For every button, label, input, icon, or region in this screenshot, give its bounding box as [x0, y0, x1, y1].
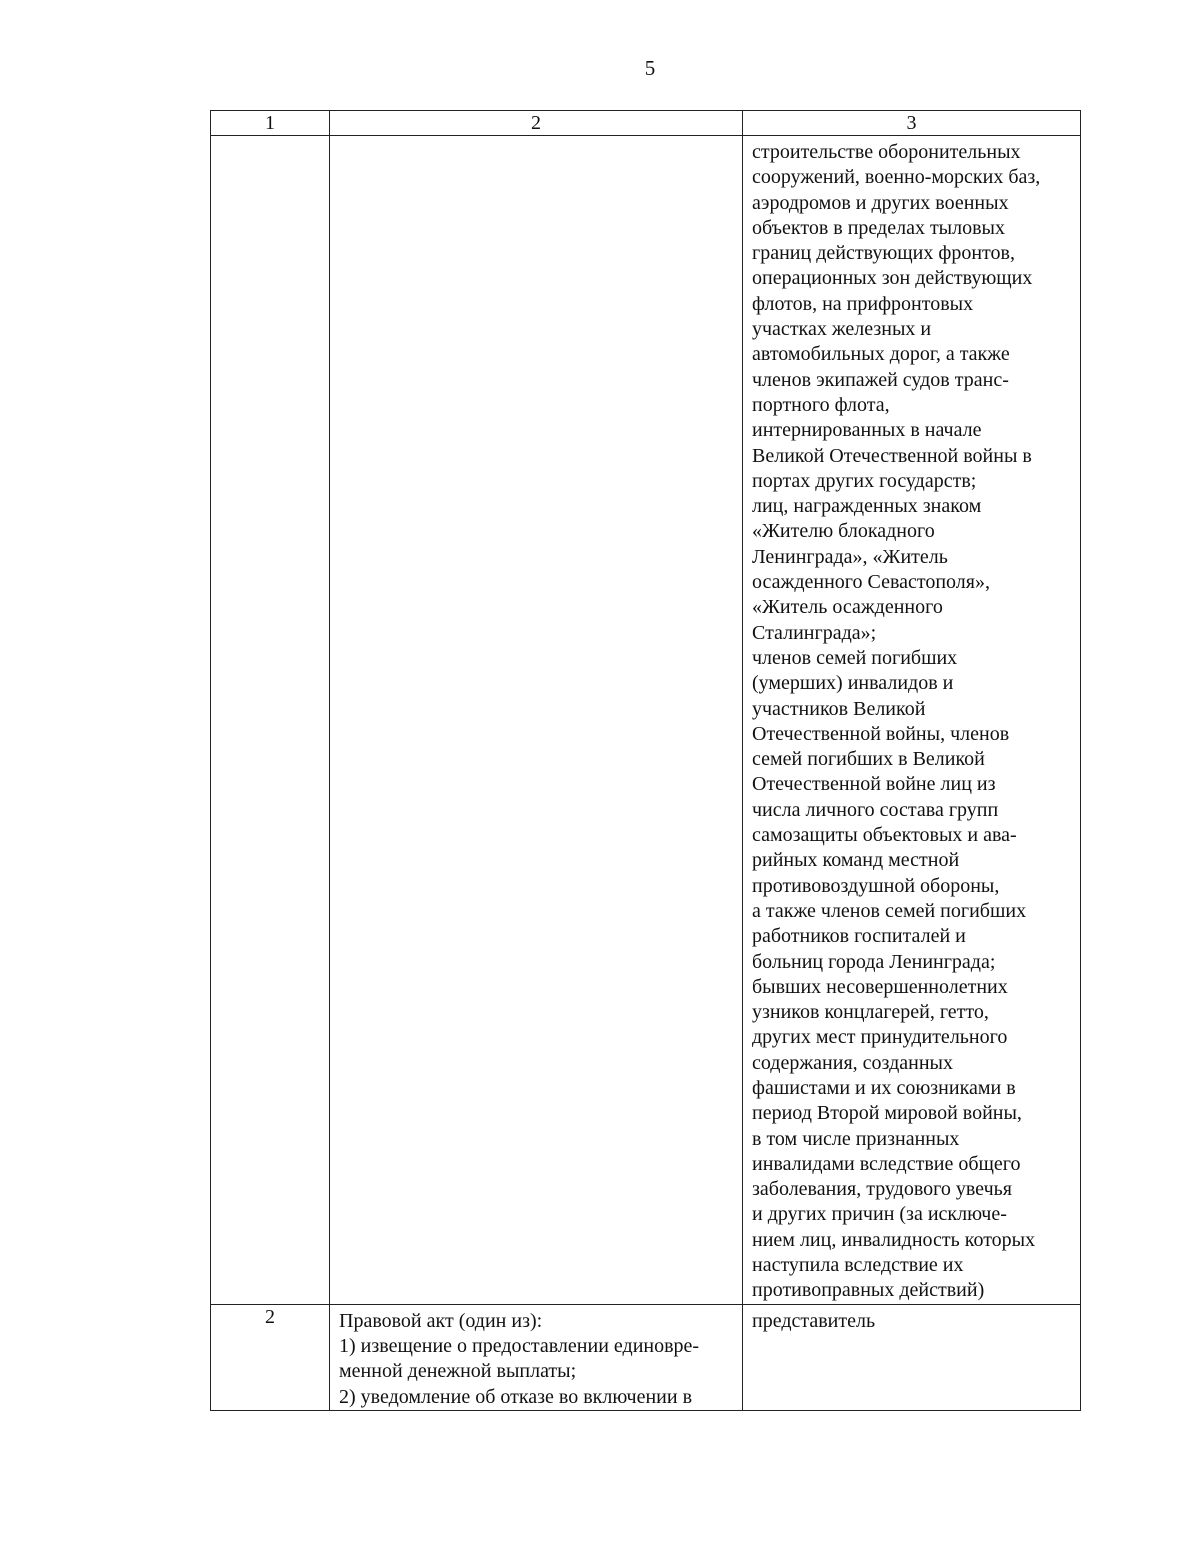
- text-line: узников концлагерей, гетто,: [752, 1001, 989, 1024]
- text-line: инвалидами вследствие общего: [752, 1152, 1021, 1175]
- text-line: больниц города Ленинграда;: [752, 950, 996, 973]
- text-line: нием лиц, инвалидность которых: [752, 1228, 1036, 1251]
- row2-col3-cell: [743, 1304, 1081, 1410]
- table-header-row: [211, 111, 1081, 136]
- document-table: [210, 110, 1081, 1411]
- row2-col2-cell: [330, 1304, 743, 1410]
- text-line: числа личного состава групп: [752, 798, 999, 821]
- table-row: [211, 1304, 1081, 1410]
- header-col-3: 3: [743, 111, 1081, 136]
- text-line: объектов в пределах тыловых: [752, 216, 1005, 239]
- text-line: портах других государств;: [752, 469, 977, 492]
- text-line: противоправных действий): [752, 1279, 985, 1302]
- text-line: а также членов семей погибших: [752, 899, 1027, 922]
- text-line: осажденного Севастополя»,: [752, 571, 990, 594]
- header-col-1: 1: [211, 111, 330, 136]
- table-row: [211, 136, 1081, 1305]
- text-line: противовоздушной обороны,: [752, 874, 1000, 897]
- text-line: в том числе признанных: [752, 1127, 960, 1150]
- text-line: аэродромов и других военных: [752, 191, 1009, 214]
- row1-col2-cell: [330, 136, 743, 1305]
- text-line: 2) уведомление об отказе во включении в: [339, 1385, 693, 1408]
- row1-col1-cell: [211, 136, 330, 1305]
- text-line: самозащиты объектовых и ава-: [752, 824, 1017, 847]
- text-line: членов семей погибших: [752, 646, 958, 669]
- header-col-2: 2: [330, 111, 743, 136]
- row2-number-cell: 2: [211, 1304, 330, 1410]
- row1-col3-cell: [743, 136, 1081, 1305]
- text-line: интернированных в начале: [752, 419, 982, 442]
- text-line: флотов, на прифронтовых: [752, 292, 974, 315]
- row2-col3-text: [743, 1305, 1080, 1334]
- text-line: представитель: [752, 1309, 876, 1332]
- text-line: (умерших) инвалидов и: [752, 672, 954, 695]
- text-line: участках железных и: [752, 318, 932, 341]
- text-line: участников Великой: [752, 697, 926, 720]
- text-line: портного флота,: [752, 393, 890, 416]
- text-line: менной денежной выплаты;: [339, 1360, 577, 1383]
- text-line: заболевания, трудового увечья: [752, 1178, 1012, 1201]
- text-line: сооружений, военно-морских баз,: [752, 166, 1041, 189]
- text-line: Отечественной войны, членов: [752, 722, 1010, 745]
- text-line: членов экипажей судов транс-: [752, 368, 1009, 391]
- text-line: Отечественной войне лиц из: [752, 773, 996, 796]
- text-line: работников госпиталей и: [752, 925, 966, 948]
- text-line: и других причин (за исключе-: [752, 1203, 1007, 1226]
- row1-col3-text: [743, 136, 1080, 1304]
- text-line: семей погибших в Великой: [752, 748, 985, 771]
- text-line: строительстве оборонительных: [752, 141, 1021, 163]
- text-line: 1) извещение о предоставлении единовре-: [339, 1334, 700, 1357]
- text-line: операционных зон действующих: [752, 267, 1033, 290]
- text-line: «Жителю блокадного: [752, 520, 935, 543]
- text-line: лиц, награжденных знаком: [752, 495, 982, 518]
- text-line: Правовой акт (один из):: [339, 1309, 543, 1332]
- text-line: Сталинграда»;: [752, 621, 877, 644]
- text-line: «Житель осажденного: [752, 596, 943, 619]
- text-line: наступила вследствие их: [752, 1254, 964, 1277]
- text-line: автомобильных дорог, а также: [752, 343, 1010, 366]
- text-line: бывших несовершеннолетних: [752, 975, 1008, 998]
- text-line: Ленинграда», «Житель: [752, 545, 948, 568]
- page-number: 5: [644, 56, 656, 80]
- row2-col2-text: [330, 1305, 742, 1410]
- text-line: фашистами и их союзниками в: [752, 1076, 1016, 1099]
- text-line: других мест принудительного: [752, 1026, 1008, 1049]
- text-line: содержания, созданных: [752, 1051, 953, 1074]
- text-line: рийных команд местной: [752, 849, 960, 872]
- text-line: период Второй мировой войны,: [752, 1102, 1022, 1125]
- text-line: Великой Отечественной войны в: [752, 444, 1032, 467]
- text-line: границ действующих фронтов,: [752, 242, 1015, 265]
